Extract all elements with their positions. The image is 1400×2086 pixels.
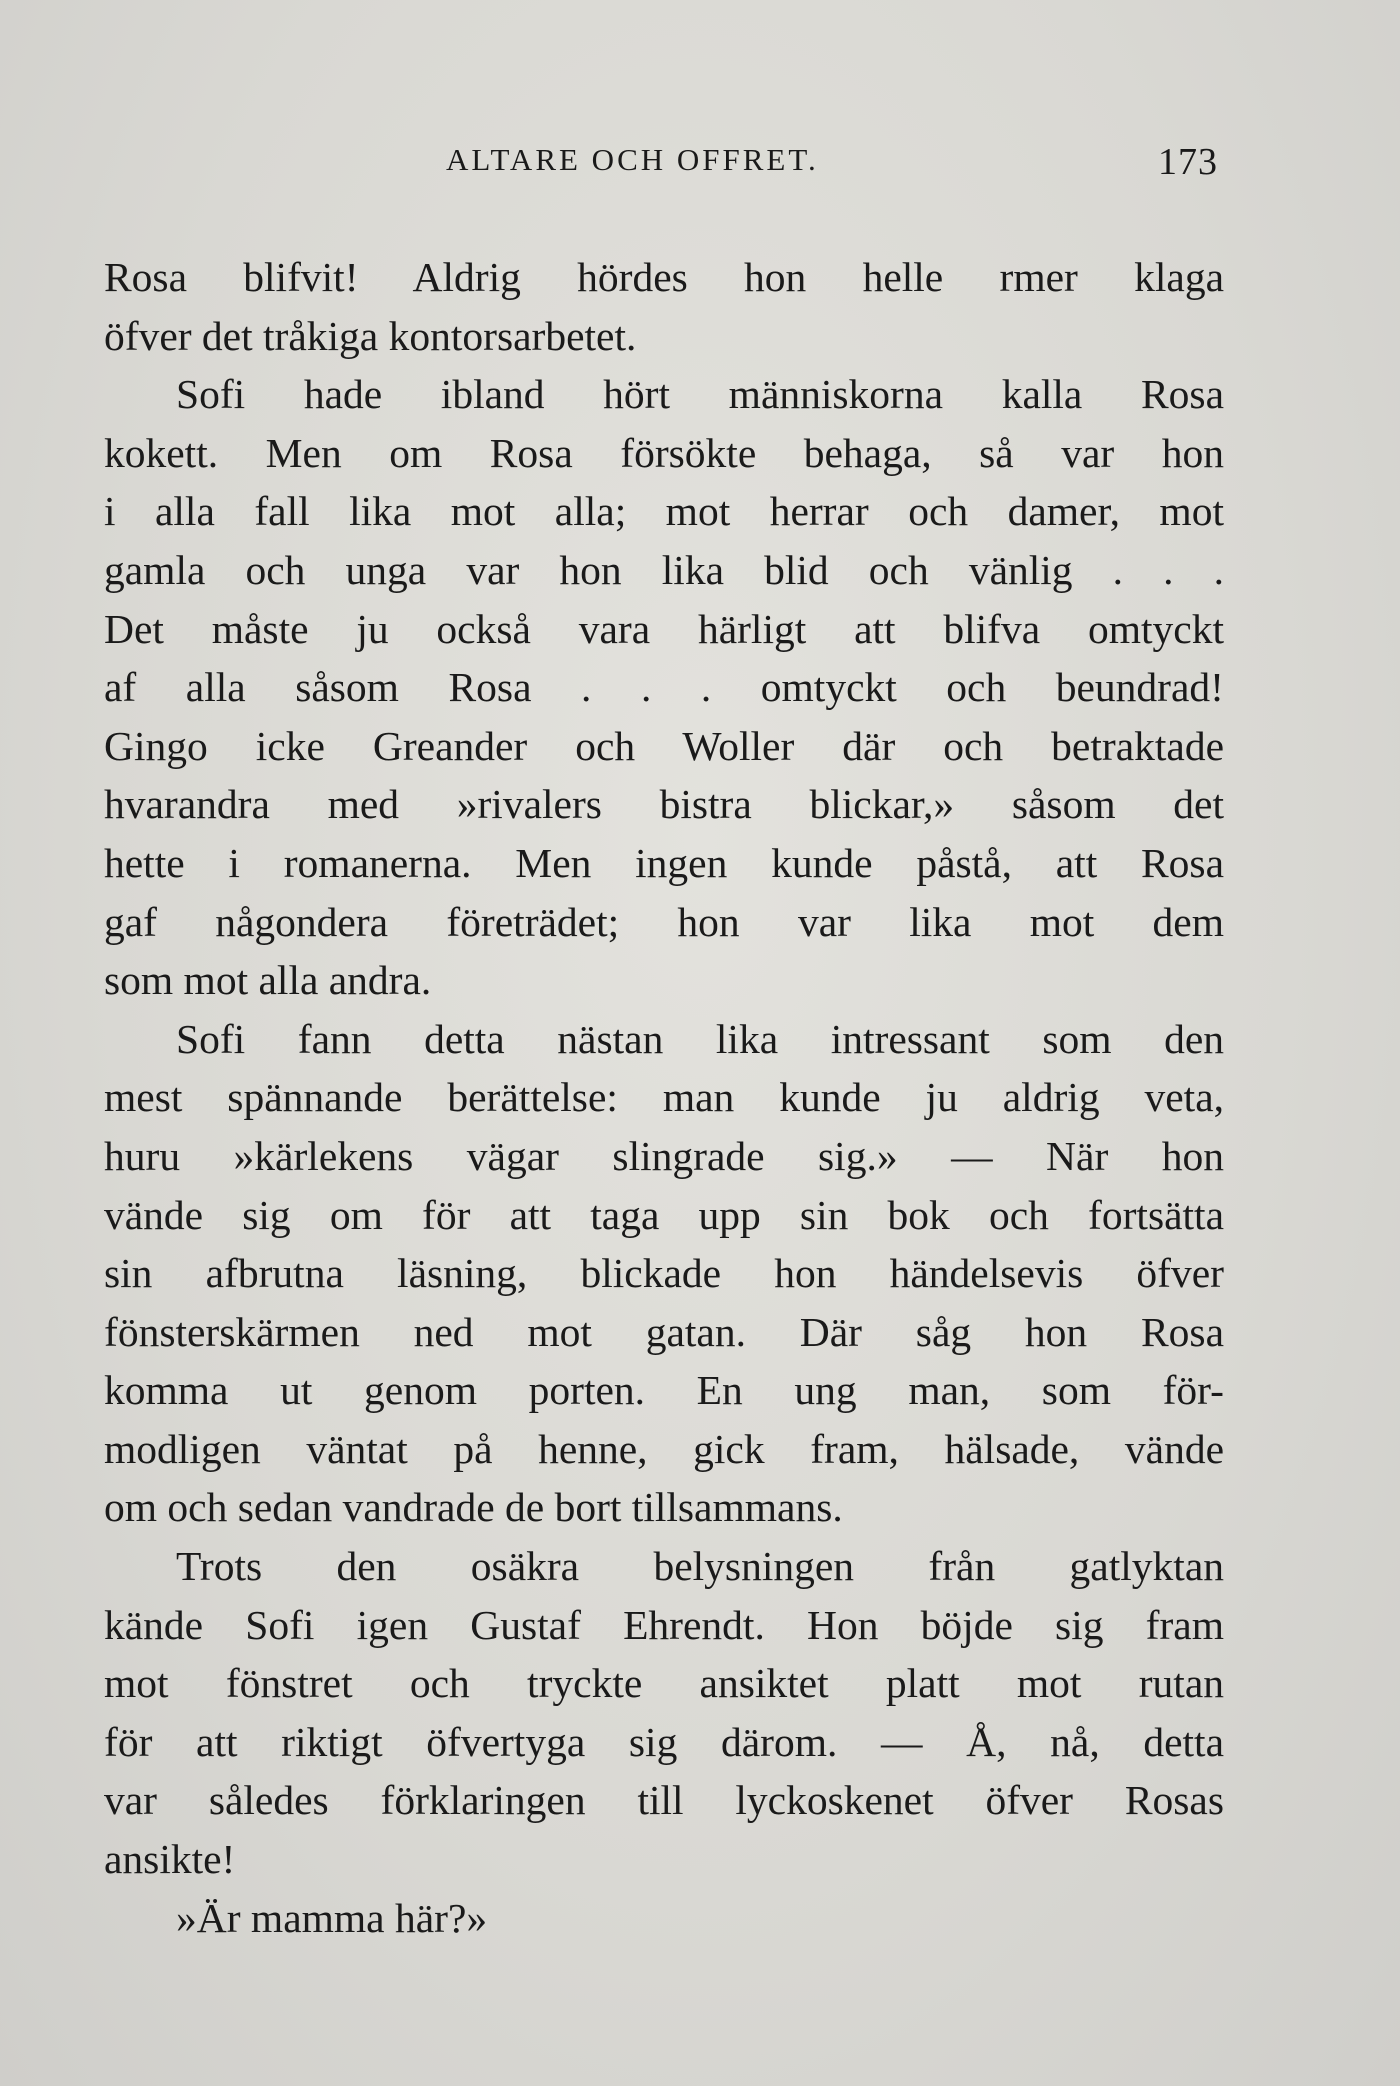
text-line: mot fönstret och tryckte ansiktet platt mot rutan [104,1660,1224,1707]
text-line: huru »kärlekens vägar slingrade sig.» — När hon [104,1132,1224,1179]
text-line: kokett. Men om Rosa försökte behaga, så var hon [104,429,1224,476]
text-line: sin afbrutna läsning, blickade hon händelsevis öfver [104,1250,1224,1297]
text-line: af alla såsom Rosa . . . omtyckt och beundrad! [104,664,1224,711]
text-line: hvarandra med »rivalers bistra blickar,» såsom det [104,781,1224,828]
text-line: om och sedan vandrade de bort tillsammans. [104,1484,843,1531]
text-line: var således förklaringen till lyckoskenet öfver Rosas [104,1777,1224,1824]
text-line: Det måste ju också vara härligt att blifva omtyckt [104,605,1224,652]
text-line: modligen väntat på henne, gick fram, hälsade, vände [104,1425,1224,1472]
text-line: gaf någondera företrädet; hon var lika mot dem [104,898,1224,945]
text-line: gamla och unga var hon lika blid och vänlig . . . [104,546,1224,593]
text-line: Sofi fann detta nästan lika intressant som den [176,1015,1224,1062]
text-line: vände sig om för att taga upp sin bok och fortsätta [104,1191,1224,1238]
text-line: fönsterskärmen ned mot gatan. Där såg hon Rosa [104,1308,1224,1355]
text-line: Rosa blifvit! Aldrig hördes hon helle rmer klaga [104,254,1224,300]
text-line: hette i romanerna. Men ingen kunde påstå, att Rosa [104,839,1224,886]
text-line: Sofi hade ibland hört människorna kalla Rosa [176,371,1224,418]
text-line: komma ut genom porten. En ung man, som för- [104,1367,1224,1414]
text-line: för att riktigt öfvertyga sig därom. — Å, nå, detta [104,1718,1224,1765]
running-head: ALTARE OCH OFFRET. [446,142,819,177]
text-line: kände Sofi igen Gustaf Ehrendt. Hon böjde sig fram [104,1601,1224,1648]
text-line: i alla fall lika mot alla; mot herrar och damer, mot [104,488,1224,535]
text-line: Gingo icke Greander och Woller där och betraktade [104,722,1224,769]
text-line: som mot alla andra. [104,957,432,1004]
body-text [104,248,1224,1947]
text-line: öfver det tråkiga kontorsarbetet. [104,312,637,359]
text-line: »Är mamma här?» [176,1894,488,1941]
text-line: Trots den osäkra belysningen från gatlyktan [176,1543,1224,1590]
text-line: ansikte! [104,1836,236,1883]
page-number: 173 [1158,141,1218,183]
text-line: mest spännande berättelse: man kunde ju aldrig veta, [104,1074,1224,1121]
